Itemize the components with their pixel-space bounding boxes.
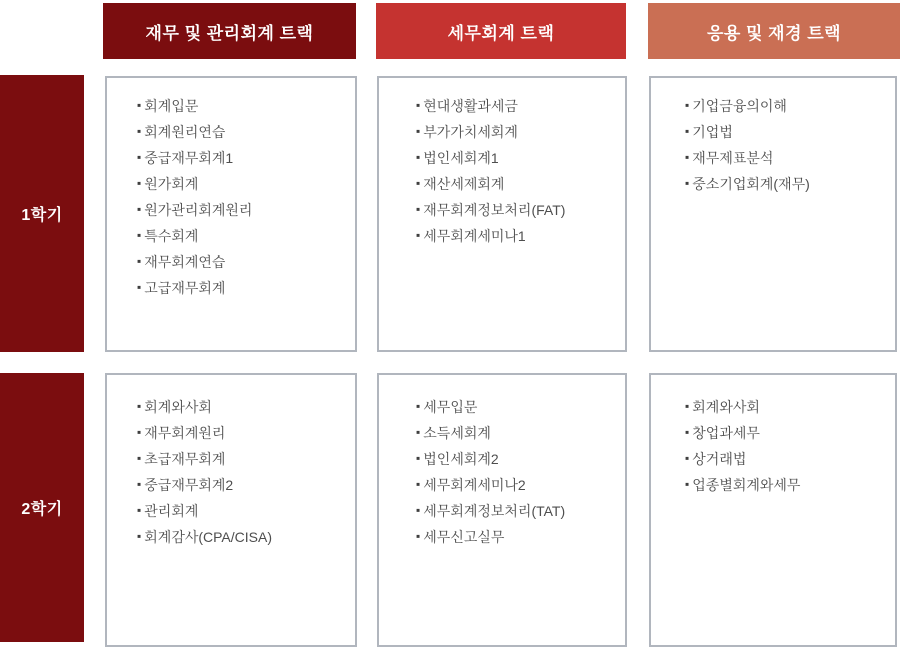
course-label: 세무입문 (423, 399, 478, 415)
square-bullet-icon: ▪ (416, 124, 421, 138)
semester-2-label: 2학기 (0, 373, 84, 642)
course-label: 재무회계원리 (144, 425, 226, 441)
course-label: 기업법 (692, 124, 733, 140)
course-item (137, 171, 347, 197)
course-item (137, 420, 347, 446)
course-item (685, 171, 887, 197)
course-box-semester1-financial (105, 76, 357, 352)
square-bullet-icon: ▪ (137, 477, 142, 491)
course-label: 특수회계 (144, 228, 199, 244)
square-bullet-icon: ▪ (685, 451, 690, 465)
course-label: 재무회계정보처리(FAT) (423, 202, 566, 218)
square-bullet-icon: ▪ (137, 425, 142, 439)
course-item (685, 472, 887, 498)
course-label: 재산세제회계 (423, 176, 505, 192)
course-label: 중소기업회계(재무) (692, 176, 810, 192)
course-label: 중급재무회계1 (144, 150, 234, 166)
square-bullet-icon: ▪ (416, 202, 421, 216)
course-label: 회계감사(CPA/CISA) (144, 529, 272, 545)
square-bullet-icon: ▪ (137, 503, 142, 517)
course-label: 세무회계세미나2 (423, 477, 526, 493)
square-bullet-icon: ▪ (416, 228, 421, 242)
course-item (137, 119, 347, 145)
course-box-semester2-financial (105, 373, 357, 647)
square-bullet-icon: ▪ (685, 124, 690, 138)
square-bullet-icon: ▪ (685, 477, 690, 491)
square-bullet-icon: ▪ (416, 503, 421, 517)
course-label: 회계와사회 (144, 399, 212, 415)
course-item (137, 446, 347, 472)
course-label: 회계원리연습 (144, 124, 226, 140)
course-label: 회계와사회 (692, 399, 760, 415)
course-item (416, 223, 617, 249)
course-item (685, 119, 887, 145)
semester-1-label: 1학기 (0, 75, 84, 352)
course-item (416, 446, 617, 472)
course-box-semester2-tax (377, 373, 627, 647)
course-item (137, 197, 347, 223)
course-label: 소득세회계 (423, 425, 491, 441)
course-label: 세무신고실무 (423, 529, 505, 545)
course-item (416, 119, 617, 145)
course-item (137, 145, 347, 171)
course-label: 원가회계 (144, 176, 199, 192)
track-header-financial-management: 재무 및 관리회계 트랙 (103, 3, 356, 59)
square-bullet-icon: ▪ (416, 477, 421, 491)
course-item (416, 93, 617, 119)
course-label: 재무제표분석 (692, 150, 774, 166)
course-box-semester2-applied (649, 373, 897, 647)
course-item (137, 498, 347, 524)
course-label: 업종별회계와세무 (692, 477, 801, 493)
course-item (416, 394, 617, 420)
course-item (685, 394, 887, 420)
square-bullet-icon: ▪ (416, 399, 421, 413)
square-bullet-icon: ▪ (137, 399, 142, 413)
course-label: 회계입문 (144, 98, 199, 114)
course-item (137, 223, 347, 249)
square-bullet-icon: ▪ (685, 98, 690, 112)
course-label: 초급재무회계 (144, 451, 226, 467)
square-bullet-icon: ▪ (137, 150, 142, 164)
course-label: 법인세회계1 (423, 150, 499, 166)
course-label: 중급재무회계2 (144, 477, 234, 493)
square-bullet-icon: ▪ (685, 176, 690, 190)
course-label: 법인세회계2 (423, 451, 499, 467)
course-item (137, 394, 347, 420)
square-bullet-icon: ▪ (137, 451, 142, 465)
course-item (685, 446, 887, 472)
course-item (685, 420, 887, 446)
course-item (416, 171, 617, 197)
course-item (416, 498, 617, 524)
square-bullet-icon: ▪ (137, 529, 142, 543)
course-label: 현대생활과세금 (423, 98, 518, 114)
square-bullet-icon: ▪ (685, 399, 690, 413)
course-label: 세무회계정보처리(TAT) (423, 503, 566, 519)
course-label: 기업금융의이해 (692, 98, 787, 114)
square-bullet-icon: ▪ (685, 425, 690, 439)
course-item (416, 145, 617, 171)
square-bullet-icon: ▪ (137, 280, 142, 294)
square-bullet-icon: ▪ (685, 150, 690, 164)
course-item (137, 472, 347, 498)
square-bullet-icon: ▪ (416, 529, 421, 543)
course-label: 원가관리회계원리 (144, 202, 253, 218)
square-bullet-icon: ▪ (416, 176, 421, 190)
square-bullet-icon: ▪ (416, 150, 421, 164)
track-header-tax-accounting: 세무회계 트랙 (376, 3, 626, 59)
track-header-applied-finance: 응용 및 재경 트랙 (648, 3, 900, 59)
course-box-semester1-applied (649, 76, 897, 352)
course-label: 부가가치세회계 (423, 124, 518, 140)
course-item (416, 472, 617, 498)
course-label: 창업과세무 (692, 425, 760, 441)
course-item (685, 93, 887, 119)
course-item (416, 420, 617, 446)
square-bullet-icon: ▪ (137, 228, 142, 242)
square-bullet-icon: ▪ (137, 254, 142, 268)
course-label: 관리회계 (144, 503, 199, 519)
course-item (137, 524, 347, 550)
square-bullet-icon: ▪ (416, 98, 421, 112)
course-label: 재무회계연습 (144, 254, 226, 270)
square-bullet-icon: ▪ (137, 98, 142, 112)
course-label: 상거래법 (692, 451, 747, 467)
course-item (416, 197, 617, 223)
square-bullet-icon: ▪ (137, 202, 142, 216)
course-label: 세무회계세미나1 (423, 228, 526, 244)
course-label: 고급재무회계 (144, 280, 226, 296)
course-item (137, 93, 347, 119)
square-bullet-icon: ▪ (416, 451, 421, 465)
square-bullet-icon: ▪ (137, 176, 142, 190)
course-item (416, 524, 617, 550)
course-box-semester1-tax (377, 76, 627, 352)
course-item (137, 275, 347, 301)
course-item (137, 249, 347, 275)
course-item (685, 145, 887, 171)
square-bullet-icon: ▪ (416, 425, 421, 439)
square-bullet-icon: ▪ (137, 124, 142, 138)
